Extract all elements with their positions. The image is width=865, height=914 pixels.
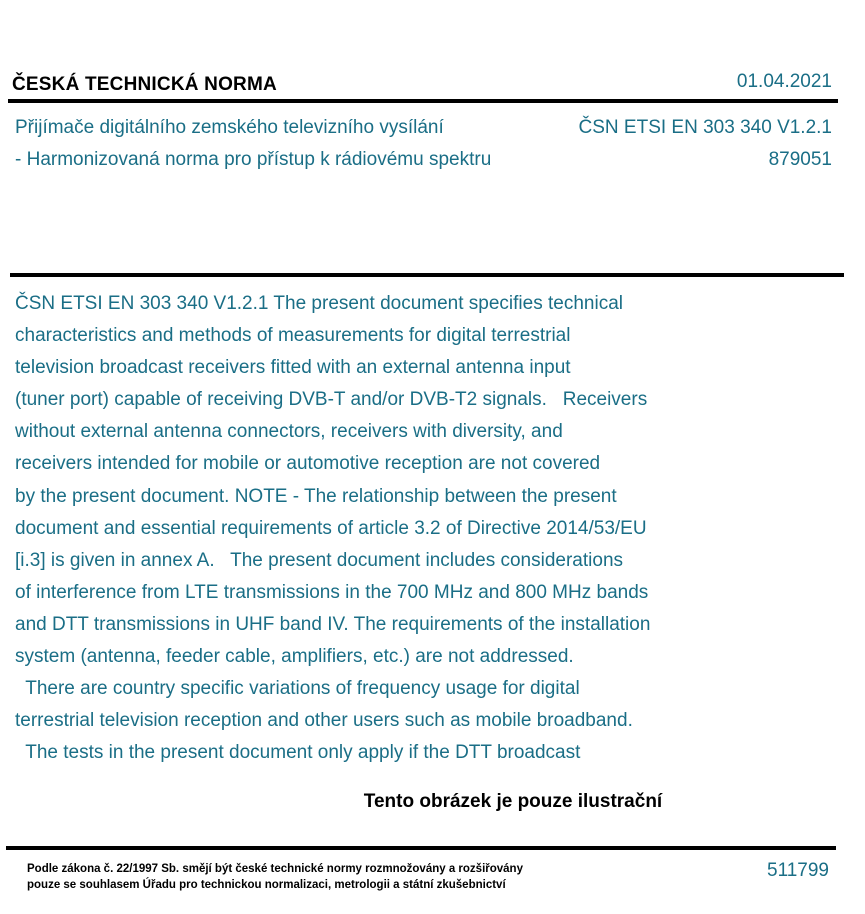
copyright-notice: [27, 862, 523, 893]
abstract-line: ČSN ETSI EN 303 340 V1.2.1 The present document specifies technical: [15, 293, 623, 314]
illustration-note: Tento obrázek je pouze ilustrační: [363, 791, 663, 812]
abstract-line: characteristics and methods of measurements for digital terrestrial: [15, 325, 571, 347]
abstract-line: system (antenna, feeder cable, amplifiers, etc.) are not addressed.: [15, 646, 574, 668]
document-code: 511799: [767, 860, 829, 881]
abstract-line: receivers intended for mobile or automotive reception are not covered: [15, 453, 601, 475]
abstract-line: The tests in the present document only apply if the DTT broadcast: [15, 742, 581, 764]
abstract-line: terrestrial television reception and other users such as mobile broadband.: [15, 710, 633, 732]
class-number: 879051: [768, 149, 832, 170]
abstract-line: television broadcast receivers fitted with an external antenna input: [15, 357, 571, 379]
copyright-line: pouze se souhlasem Úřadu pro technickou normalizaci, metrologii a státní zkušebnictví: [27, 878, 506, 891]
publication-date: 01.04.2021: [736, 71, 832, 92]
body-top-rule: [10, 273, 844, 277]
abstract-line: and DTT transmissions in UHF band IV. The requirements of the installation: [15, 613, 651, 635]
standard-id: ČSN ETSI EN 303 340 V1.2.1: [578, 117, 832, 138]
abstract-text: [15, 288, 805, 769]
document-title: ČESKÁ TECHNICKÁ NORMA: [12, 74, 277, 95]
abstract-line: There are country specific variations of frequency usage for digital: [15, 678, 580, 700]
abstract-line: by the present document. NOTE - The relationship between the present: [15, 485, 617, 507]
copyright-line: Podle zákona č. 22/1997 Sb. smějí být české technické normy rozmnožovány a rozšiřovány: [27, 863, 523, 875]
footer-rule: [6, 846, 836, 850]
standard-name-line-2: - Harmonizovaná norma pro přístup k rádiovému spektru: [15, 149, 492, 170]
header-rule: [8, 99, 838, 103]
abstract-line: [i.3] is given in annex A. The present document includes considerations: [15, 549, 624, 571]
abstract-line: (tuner port) capable of receiving DVB-T and/or DVB-T2 signals. Receivers: [15, 389, 648, 411]
abstract-line: document and essential requirements of article 3.2 of Directive 2014/53/EU: [15, 517, 647, 539]
abstract-line: of interference from LTE transmissions in the 700 MHz and 800 MHz bands: [15, 581, 649, 603]
standard-name-line-1: Přijímače digitálního zemského televizního vysílání: [15, 117, 444, 138]
abstract-line: without external antenna connectors, receivers with diversity, and: [15, 421, 563, 443]
